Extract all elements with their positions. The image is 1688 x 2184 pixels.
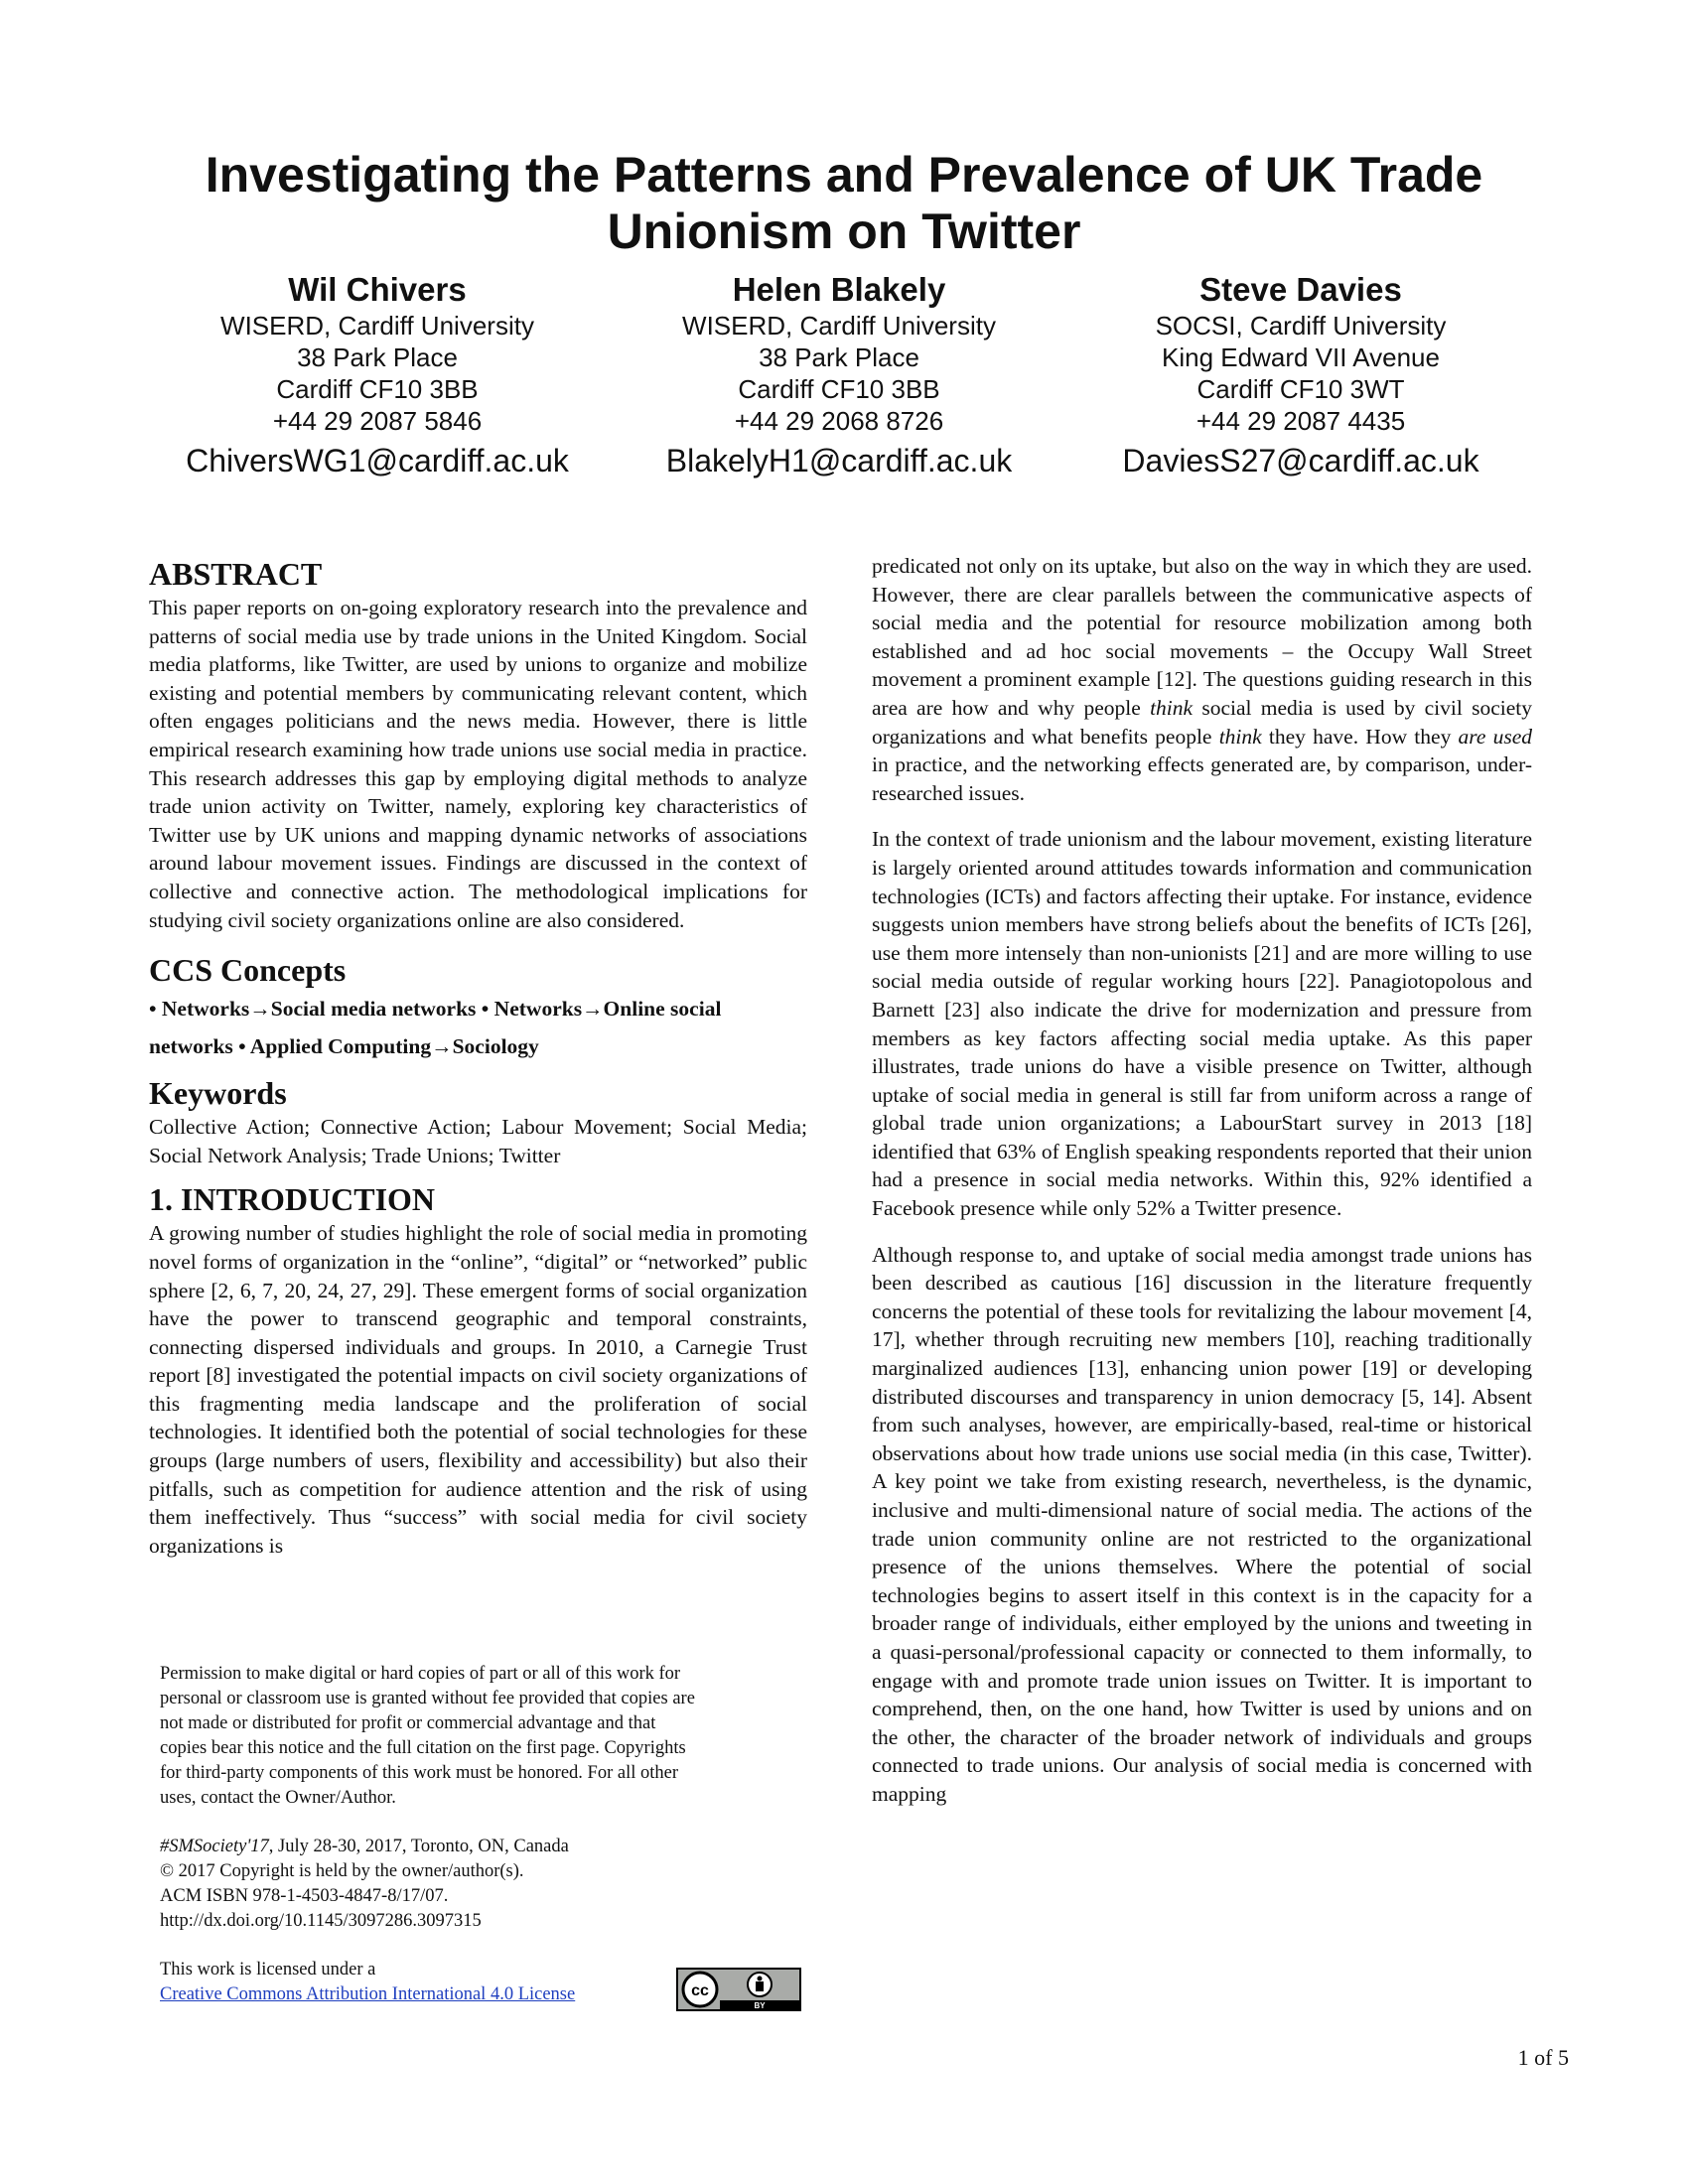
permission-line: not made or distributed for profit or commercial advantage and that [160,1713,656,1733]
text-run: they have. How they [1261,724,1459,749]
introduction-heading: 1. INTRODUCTION [149,1181,436,1218]
keywords-heading: Keywords [149,1075,287,1112]
ccs-concepts: • Networks→Social media networks • Networks→Online social networks • Applied Computing→Sociology [149,997,722,1059]
license-text: This work is licensed under a [160,1960,376,1979]
author-name: Steve Davies [1199,271,1402,308]
emphasis: think [1150,695,1194,720]
author-name: Helen Blakely [732,271,946,308]
author-1 [149,270,606,482]
right-paragraph-3: Although response to, and uptake of social media amongst trade unions has been described as cautious [16] discussion in the literature frequently concerns the potential of these tools for revitalizing the labour movement [4, 17], whether through recruiting new members [10], reaching traditionally marginalized audiences [13], enhancing union power [19] or developing distributed discourses and transparency in union democracy [5, 14]. Absent from such analyses, however, are empirically-based, real-time or historical observations about how trade unions use social media (in this case, Twitter). A key point we take from existing research, nevertheless, is the dynamic, inclusive and multi-dimensional nature of social media. The actions of the trade union community online are not restricted to the organizational presence of the unions themselves. Where the potential of social technologies begins to assert itself in this context is in the capacity for a broader range of individuals, either employed by the unions and tweeting in a quasi-personal/professional capacity or connected to them informally, to engage with and promote trade union issues on Twitter. It is important to comprehend, then, on the one hand, how Twitter is used by unions and on the other, the character of the broader network of individuals and groups connected to trade unions. Our analysis of social media is concerned with mapping [872,1242,1532,1806]
doi-link[interactable]: http://dx.doi.org/10.1145/3097286.3097315 [160,1911,482,1931]
author-address-line-1: 38 Park Place [759,342,919,372]
ccs-heading: CCS Concepts [149,952,347,989]
author-phone: +44 29 2068 8726 [734,406,944,436]
permission-line: personal or classroom use is granted without fee provided that copies are [160,1689,695,1708]
isbn-line: ACM ISBN 978-1-4503-4847-8/17/07. [160,1886,449,1906]
emphasis: think [1218,724,1262,749]
abstract-text: This paper reports on on-going exploratory research into the prevalence and patterns of social media use by trade unions in the United Kingdom. Social media platforms, like Twitter, are used by unions to organize and mobilize existing and potential members by communicating relevant content, which often engages politicians and the news media. However, there is little empirical research examining how trade unions use social media in practice. This research addresses this gap by employing digital methods to analyze trade union activity on Twitter, namely, exploring key characteristics of Twitter use by UK unions and mapping dynamic networks of associations around labour movement issues. Findings are discussed in the context of collective and connective action. The methodological implications for studying civil society organizations online are also considered. [149,596,807,932]
text-run: predicated not only on its uptake, but also on the way in which they are used. However, there are clear parallels between the communicative aspects of social media and the potential for resource mobilization among both established and ad hoc social movements – the Occupy Wall Street movement a prominent example [12]. The questions guiding research in this area are how and why people [872,554,1532,720]
author-address-line-2: Cardiff CF10 3WT [1196,374,1405,404]
keywords-text: Collective Action; Connective Action; Labour Movement; Social Media; Social Network Analysis; Trade Unions; Twitter [149,1115,807,1167]
emphasis: are used [1458,724,1533,749]
right-column [872,552,1532,1827]
author-affiliation: WISERD, Cardiff University [682,311,996,341]
author-phone: +44 29 2087 4435 [1196,406,1406,436]
permission-line: uses, contact the Owner/Author. [160,1788,396,1808]
permission-line: copies bear this notice and the full citation on the first page. Copyrights [160,1738,686,1758]
author-address-line-2: Cardiff CF10 3BB [276,374,479,404]
left-column [149,556,807,1570]
paper-title: Investigating the Patterns and Prevalence of UK Trade Unionism on Twitter [205,147,1483,259]
venue-details: , July 28-30, 2017, Toronto, ON, Canada [268,1837,569,1856]
author-phone: +44 29 2087 5846 [272,406,483,436]
abstract-heading: ABSTRACT [149,556,323,592]
permission-notice [160,1662,795,1811]
author-address-line-1: 38 Park Place [297,342,458,372]
cc-badge-label: cc [691,1982,709,1999]
author-email[interactable]: BlakelyH1@cardiff.ac.uk [665,443,1013,478]
author-2 [611,270,1067,482]
by-badge-label: BY [754,2001,766,2010]
author-email[interactable]: ChiversWG1@cardiff.ac.uk [186,443,569,478]
author-affiliation: WISERD, Cardiff University [220,311,534,341]
text-run: in practice, and the networking effects generated are, by comparison, under-researched issues. [872,752,1532,805]
venue-name: #SMSociety'17 [160,1837,269,1856]
author-name: Wil Chivers [288,271,467,308]
publication-info [160,1835,795,1934]
introduction-text: A growing number of studies highlight the role of social media in promoting novel forms of organization in the “online”, “digital” or “networked” public sphere [2, 6, 7, 20, 24, 27, 29]. These emergent forms of social organization have the power to transcend geographic and temporal constraints, connecting dispersed individuals and groups. In 2010, a Carnegie Trust report [8] investigated the potential impacts on civil society organizations of this fragmenting media landscape and the proliferation of social technologies. It identified both the potential of social technologies for these groups (large numbers of users, flexibility and accessibility) but also their pitfalls, such as competition for audience attention and the risk of using them ineffectively. Thus “success” with social media for civil society organizations is [149,1221,807,1558]
author-address-line-2: Cardiff CF10 3BB [738,374,940,404]
author-address-line-1: King Edward VII Avenue [1162,342,1440,372]
author-affiliation: SOCSI, Cardiff University [1155,311,1447,341]
venue-line [160,1835,795,1859]
copyright-line: © 2017 Copyright is held by the owner/author(s). [160,1861,524,1881]
text-run: social media is used by civil society organizations and what benefits people [872,695,1532,749]
cc-by-badge-icon[interactable] [676,1968,801,2011]
page-number: 1 of 5 [1517,2045,1569,2070]
author-3 [1072,270,1529,482]
license-link[interactable]: Creative Commons Attribution International 4.0 License [160,1984,576,2004]
permission-block [160,1662,795,2010]
right-paragraph-2: In the context of trade unionism and the labour movement, existing literature is largely oriented around attitudes towards information and communication technologies (ICTs) and factors affecting their uptake. For instance, evidence suggests union members have strong beliefs about the benefits of ICTs [26], use them more intensely than non-unionists [21] and are more willing to use social media outside of regular working hours [22]. Panagiotopolous and Barnett [23] also indicate the drive for modernization and pressure from members as key factors affecting social media uptake. As this paper illustrates, trade unions do have a visible presence on Twitter, although uptake of social media in general is still far from uniform across a range of global trade union organizations; a LabourStart survey in 2013 [18] identified that 63% of English speaking respondents reported that their union had a presence in social media networks. Within this, 92% identified a Facebook presence while only 52% a Twitter presence. [872,827,1532,1221]
permission-line: Permission to make digital or hard copies of part or all of this work for [160,1664,681,1684]
author-email[interactable]: DaviesS27@cardiff.ac.uk [1122,443,1479,478]
permission-line: for third-party components of this work must be honored. For all other [160,1763,679,1783]
right-paragraph-1 [872,552,1532,807]
